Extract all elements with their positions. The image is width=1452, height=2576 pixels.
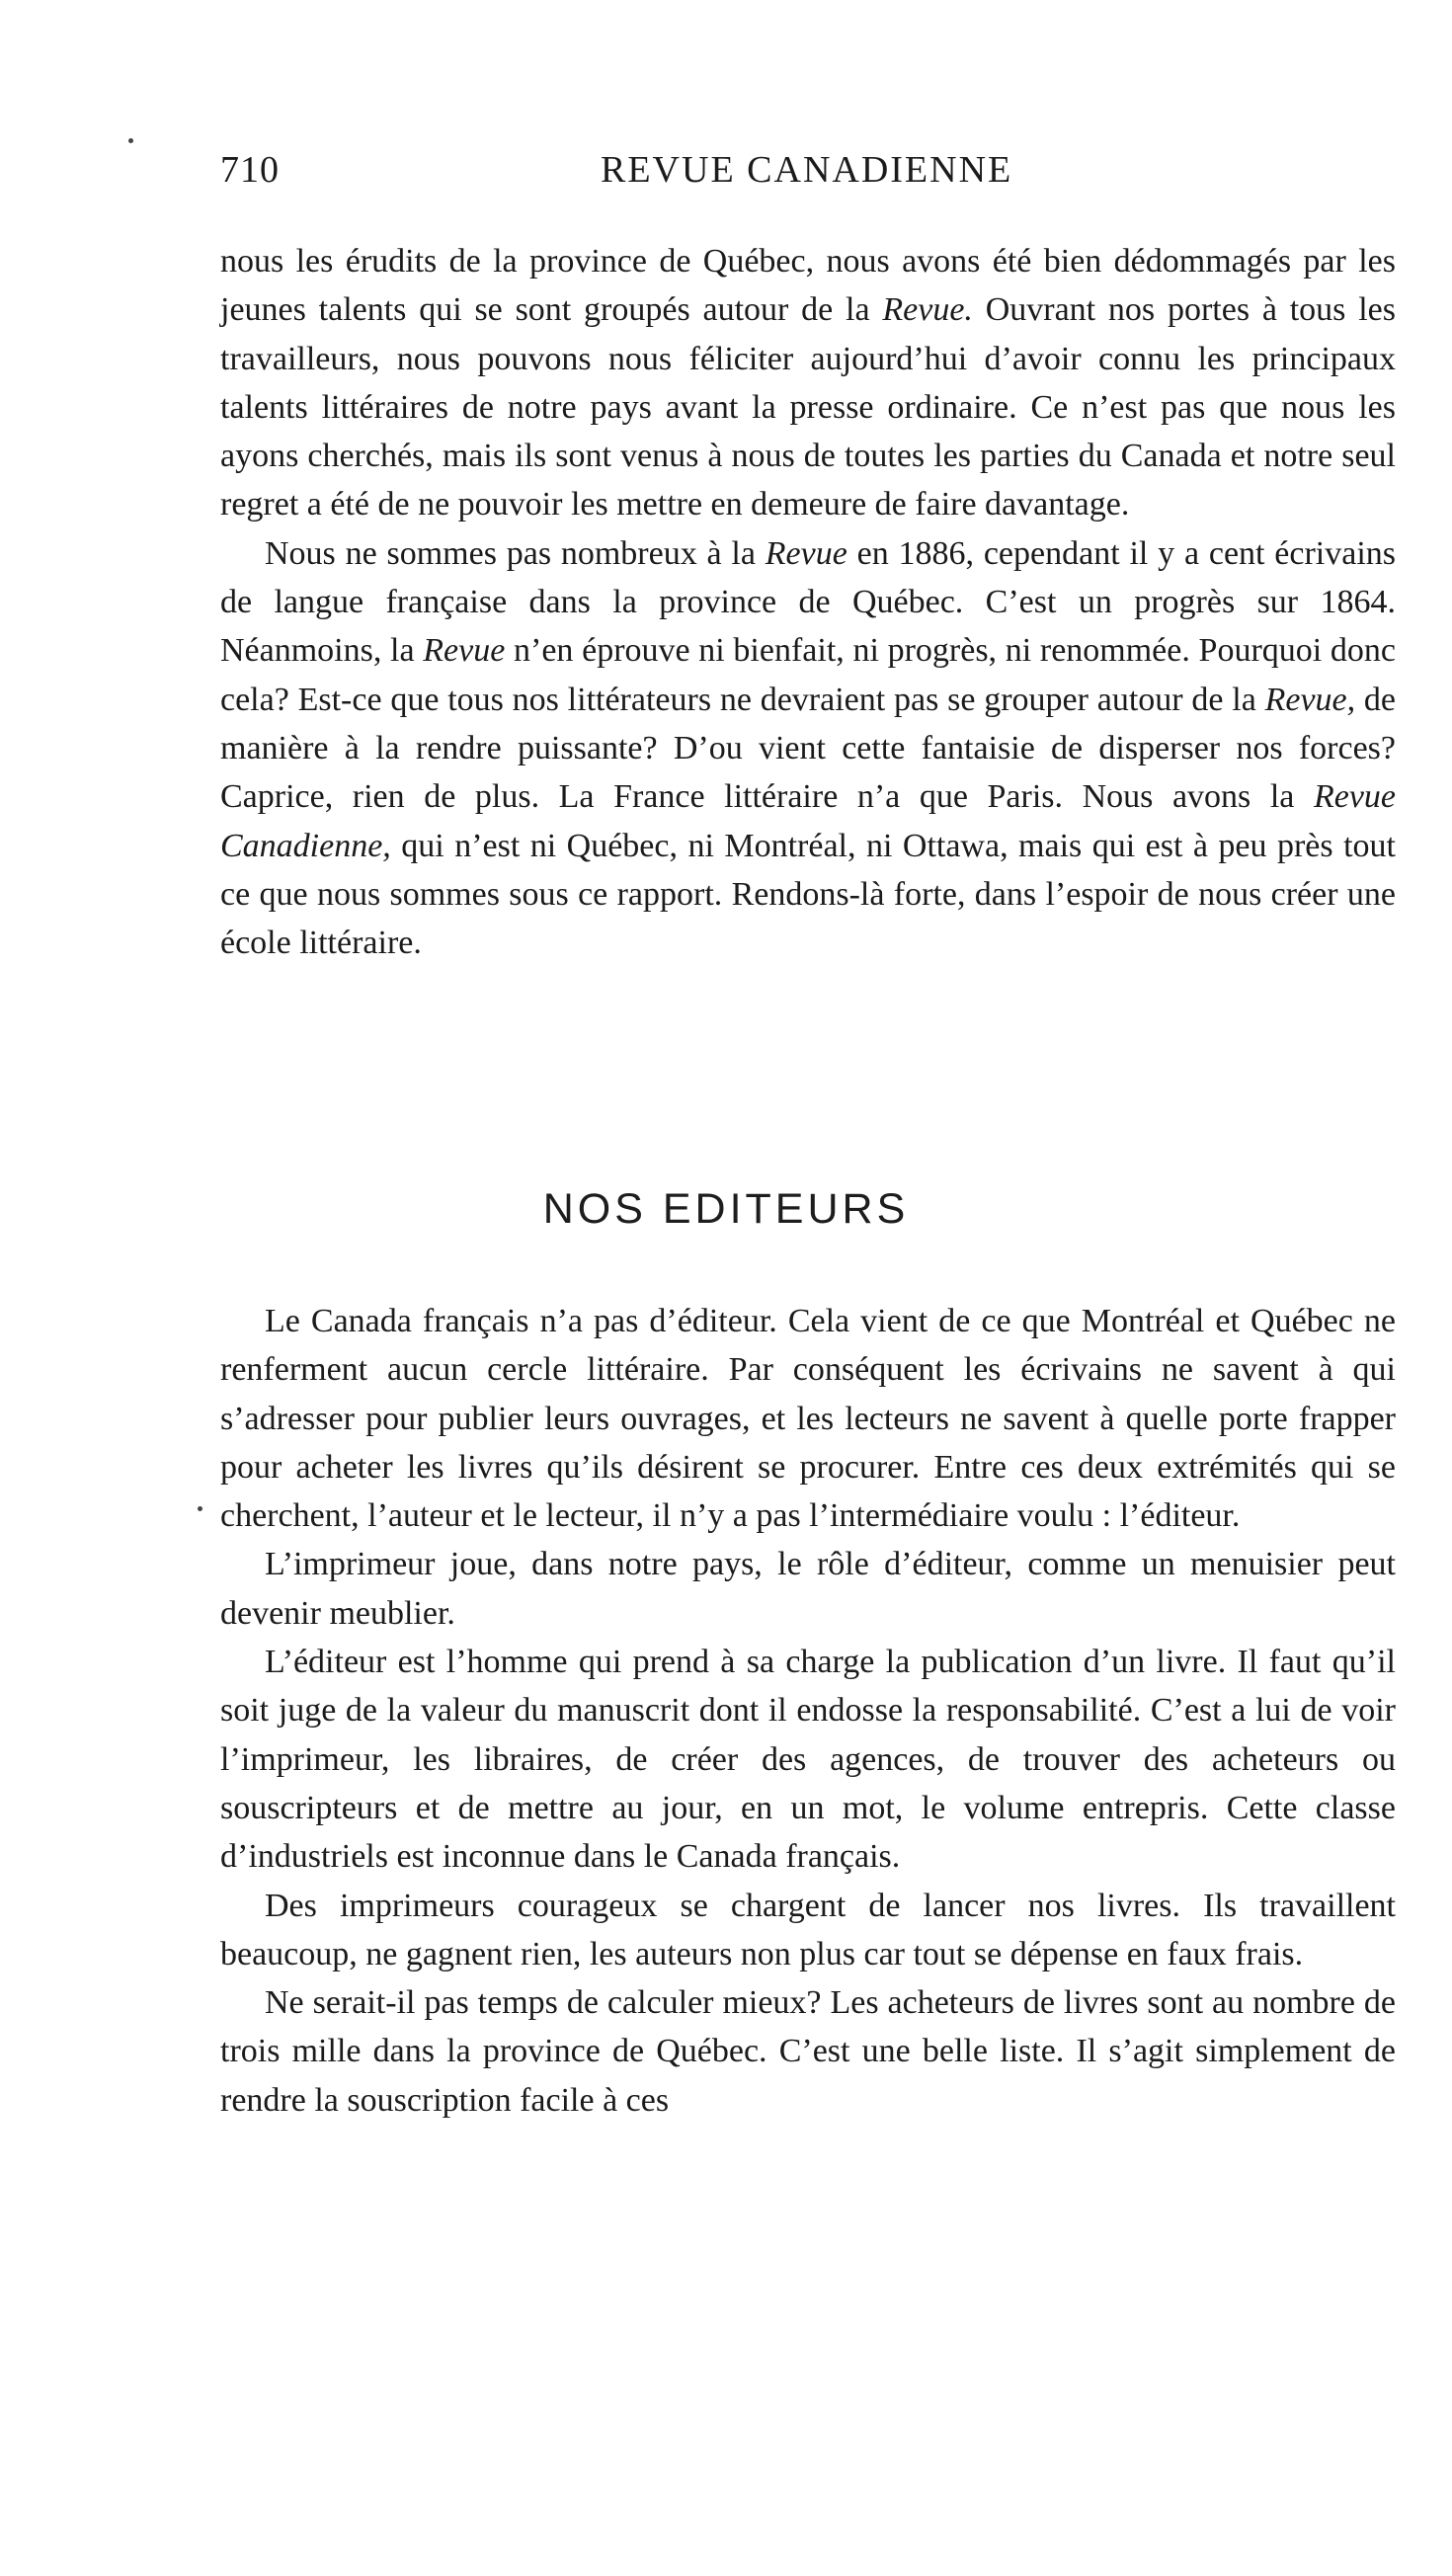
page-header [220,148,1062,207]
paragraph [220,1638,1396,1881]
paragraph [220,529,1396,968]
text-run: Le Canada français n’a pas d’éditeur. Cela vient de ce que Montréal et Québec ne renferment aucun cercle littéraire. Par conséquent les écrivains ne savent à qui s’adresser pour publier leurs ouvrages, et les lecteurs ne savent à quelle porte frapper pour acheter les livres qu’ils désirent se procurer. Entre ces deux extrémités qui se cherchent, l’auteur et le lecteur, il n’y a pas l’intermédiaire voulu : l’éditeur. [220,1303,1396,1535]
page-number: 710 [220,149,280,191]
text-run: Des imprimeurs courageux se chargent de lancer nos livres. Ils travaillent beaucoup, ne gagnent rien, les auteurs non plus car tout se dépense en faux frais. [220,1887,1396,1972]
text-run: Nous ne sommes pas nombreux à la [265,534,766,572]
running-head: REVUE CANADIENNE [601,149,1013,191]
italic-title: Revue. [882,291,973,329]
paragraph [220,1978,1396,2125]
text-block-after-heading [220,1297,1396,2125]
italic-title: Revue, [1264,681,1356,718]
section-heading: NOS EDITEURS [542,1185,910,1233]
paragraph [220,1882,1396,1979]
paragraph [220,1540,1396,1638]
text-run: L’imprimeur joue, dans notre pays, le rôle d’éditeur, comme un menuisier peut devenir meublier. [220,1546,1396,1632]
text-run: nous les érudits de la province de Québec, nous avons été bien dédommagés par les jeunes talents qui se sont groupés autour de la [220,243,1396,329]
italic-title: Revue Canadienne, [220,778,1396,864]
text-run: de manière à la rendre puissante? D’ou vient cette fantaisie de disperser nos forces? Caprice, rien de plus. La France littéraire n’a que Paris. Nous avons la [220,681,1397,816]
italic-title: Revue [423,632,506,670]
scan-speck [128,138,133,143]
italic-title: Revue [765,534,847,572]
text-run: qui n’est ni Québec, ni Montréal, ni Ottawa, mais qui est à peu près tout ce que nous sommes sous ce rapport. Rendons-là forte, dans l’espoir de nous créer une école littéraire. [220,827,1396,962]
text-block-before-heading [220,237,1396,967]
text-run: L’éditeur est l’homme qui prend à sa charge la publication d’un livre. Il faut qu’il soit juge de la valeur du manuscrit dont il endosse la responsabilité. C’est a lui de voir l’imprimeur, les libraires, de créer des agences, de trouver des acheteurs ou souscripteurs et de mettre au jour, en un mot, le volume entrepris. Cette classe d’industriels est inconnue dans le Canada français. [220,1644,1396,1876]
text-run: Ouvrant nos portes à tous les travailleurs, nous pouvons nous féliciter aujourd’hui d’avoir connu les principaux talents littéraires de notre pays avant la presse ordinaire. Ce n’est pas que nous les ayons cherchés, mais ils sont venus à nous de toutes les parties du Canada et notre seul regret a été de ne pouvoir les mettre en demeure de faire davantage. [220,291,1396,523]
scan-speck [198,1506,202,1511]
text-run: Ne serait-il pas temps de calculer mieux? Les acheteurs de livres sont au nombre de trois mille dans la province de Québec. C’est une belle liste. Il s’agit simplement de rendre la souscription facile à ces [220,1984,1396,2119]
paragraph [220,1297,1396,1540]
text-run: en 1886, cependant il y a cent écrivains de langue française dans la province de Québec. C’est un progrès sur 1864. Néanmoins, la [220,534,1397,670]
text-run: n’en éprouve ni bienfait, ni progrès, ni renommée. Pourquoi donc cela? Est-ce que tous nos littérateurs ne devraient pas se grouper autour de la [220,632,1396,718]
paragraph [220,237,1396,529]
